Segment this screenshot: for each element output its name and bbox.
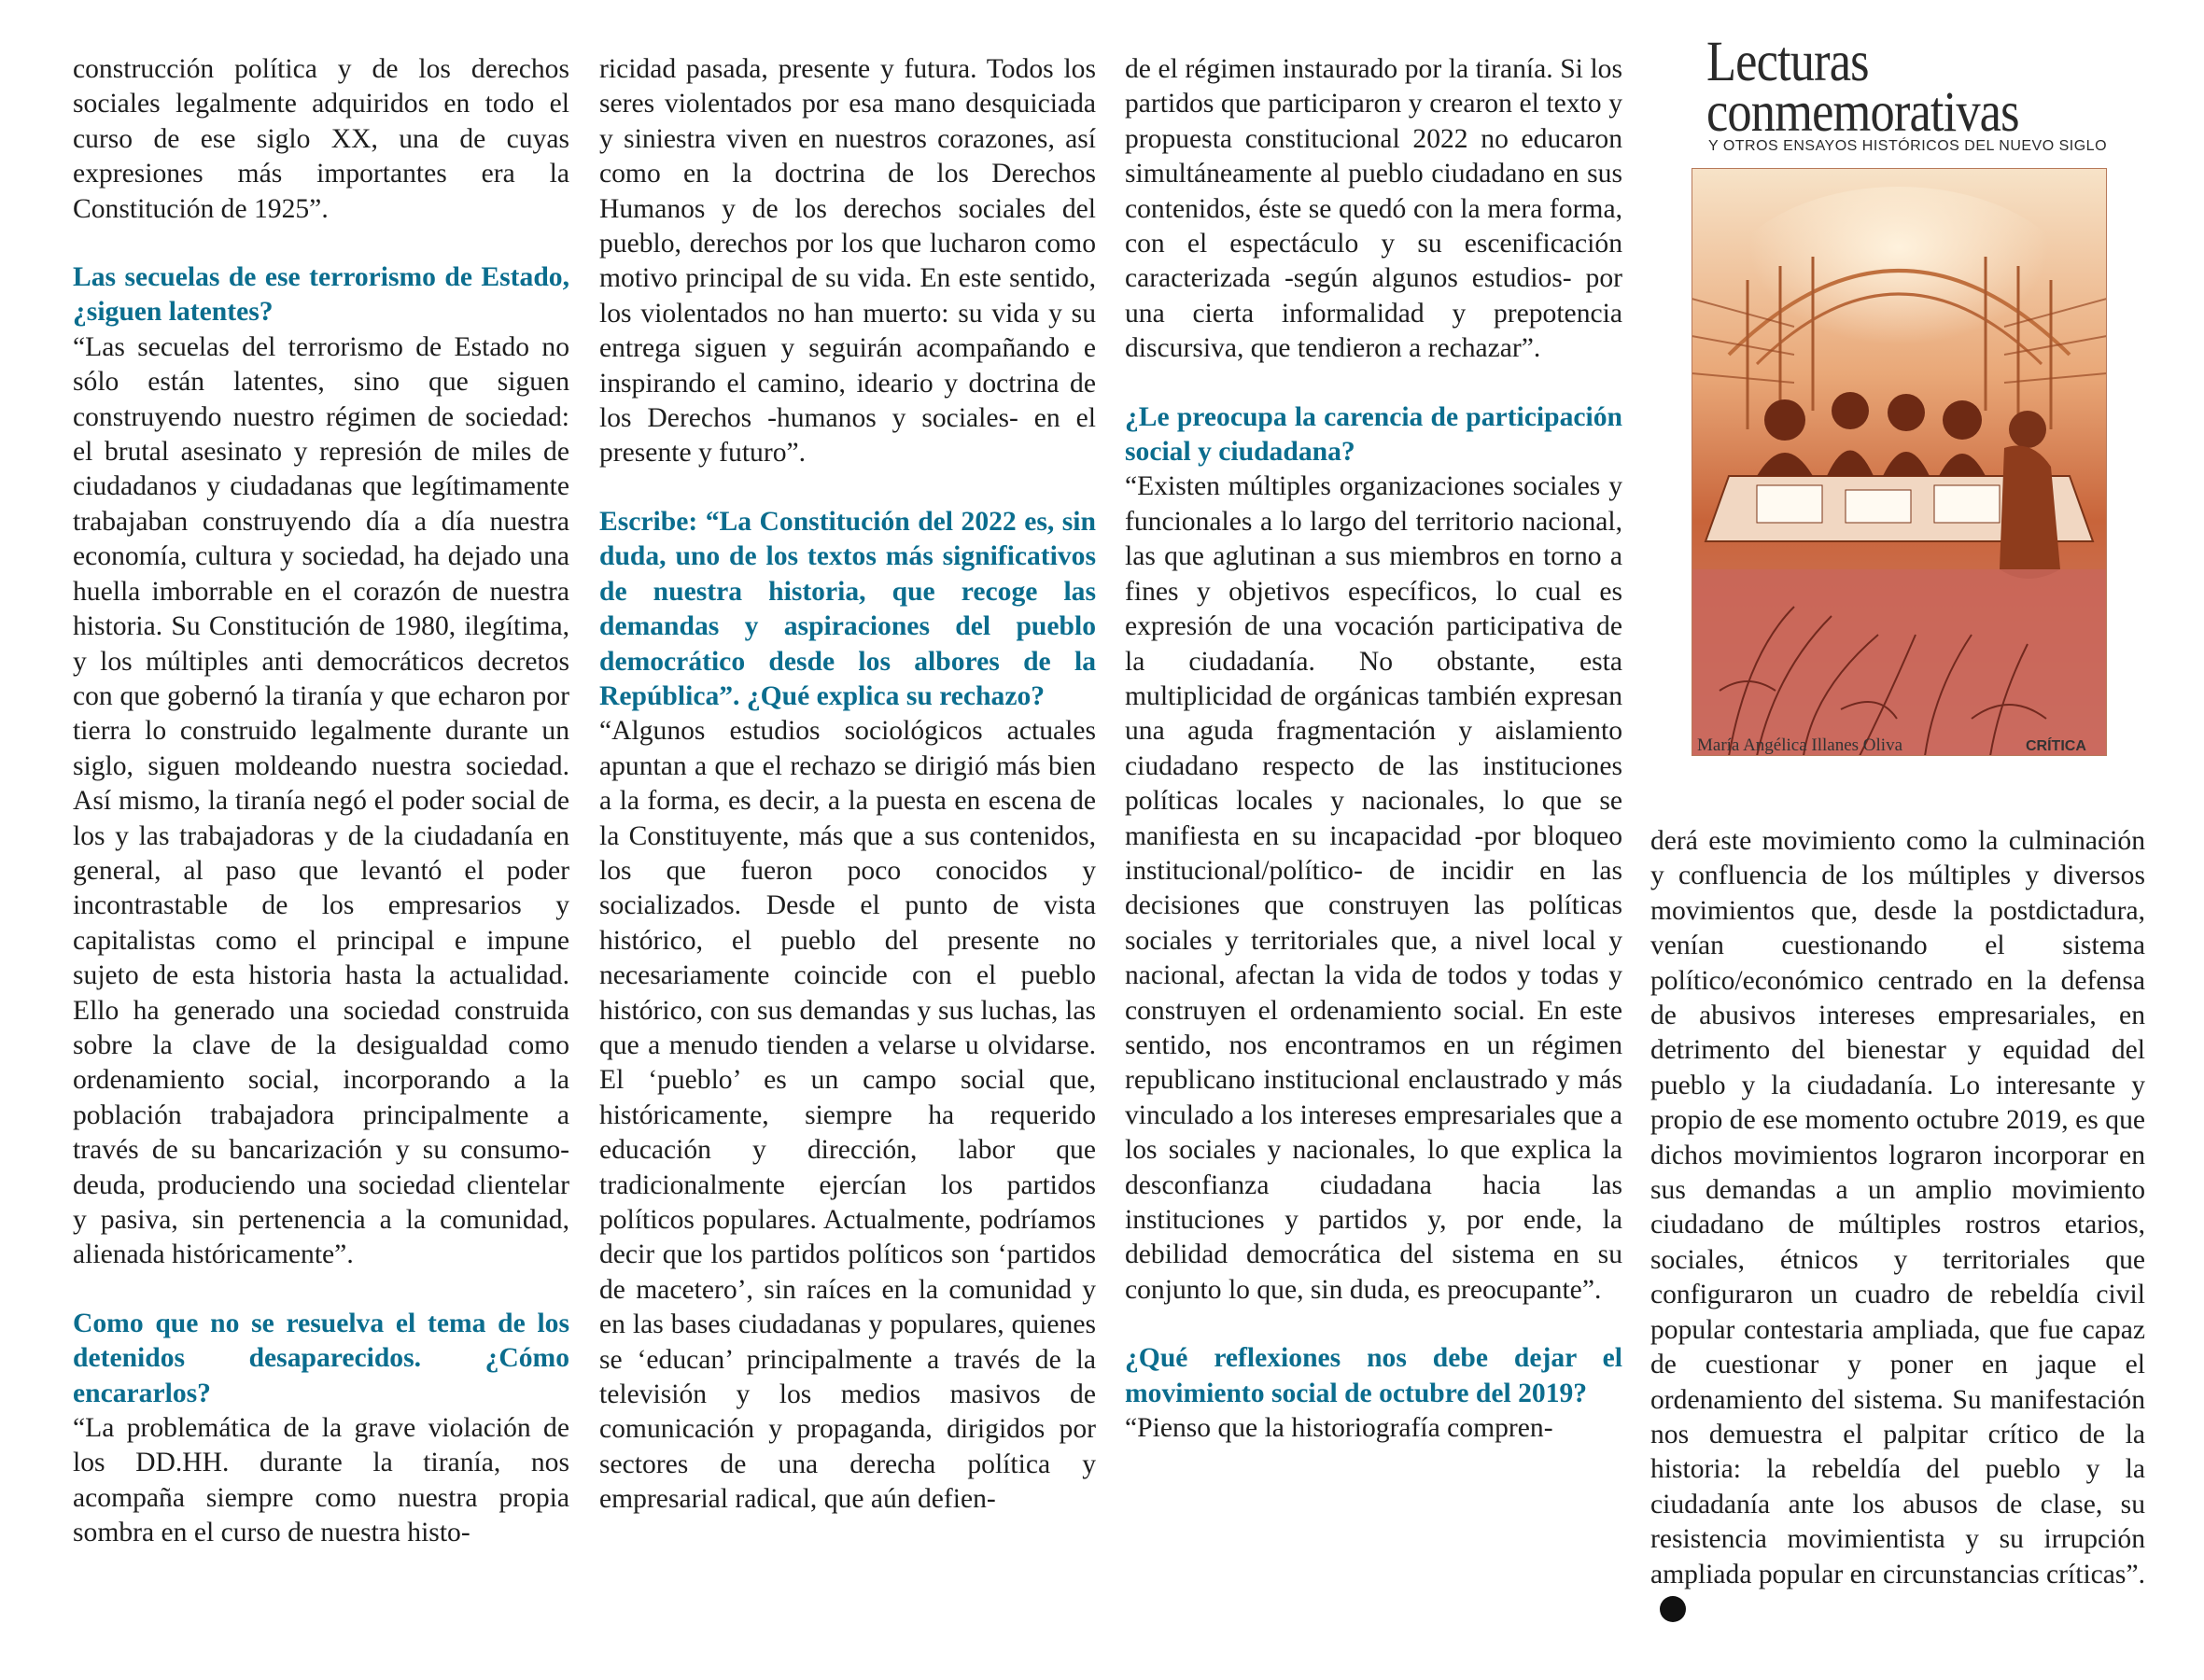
book-cover [1671, 31, 2138, 775]
paragraph: “Pienso que la historiografía compren- [1125, 1413, 1553, 1444]
question-heading: ¿Qué reflexiones nos debe dejar el movimiento social de octubre del 2019? [1125, 1343, 1622, 1408]
book-subtitle: Y OTROS ENSAYOS HISTÓRICOS DEL NUEVO SIGLO [1708, 138, 2108, 154]
paragraph: construcción política y de los derechos sociales legalmente adquiridos en todo el curso de ese siglo XX, una de cuyas expresiones más importantes era la Constitución de 1925”. [73, 54, 569, 224]
article-column-1 [73, 52, 569, 1551]
paragraph: “La problemática de la grave violación de los DD.HH. durante la tiranía, nos acompaña siempre como nuestra propia sombra en el curso de nuestra histo- [73, 1413, 569, 1548]
article-column-3 [1125, 52, 1622, 1446]
paragraph: “Existen múltiples organizaciones sociales y funcionales a lo largo del territorio nacional, las que aglutinan a sus miembros en torno a fines y objetivos específicos, lo cual es expresión de una vocación participativa de la ciudadanía. No obstante, esta multiplicidad de orgánicas también expresan una aguda fragmentación y aislamiento ciudadano respecto de las instituciones políticas locales y nacionales, lo que se manifiesta en su incapacidad -por bloqueo institucional/político- de incidir en las decisiones que construyen las políticas sociales y territoriales que, a nivel local y nacional, afectan la vida de todos y todas y construyen el ordenamiento social. En este sentido, nos encontramos en un régimen republicano institucional enclaustrado y más vinculado a los intereses empresariales que a los sociales y nacionales, lo que explica la desconfianza ciudadana hacia las instituciones y partidos y, por ende, la debilidad democrática del sistema en su conjunto lo que, sin duda, es preocupante”. [1125, 471, 1622, 1305]
article-column-4 [1650, 824, 2145, 1627]
book-author: María Angélica Illanes Oliva [1697, 735, 1903, 755]
book-cover-illustration [1692, 168, 2107, 756]
article-column-2 [599, 52, 1096, 1518]
book-title [1706, 31, 2019, 144]
end-of-article-dot-icon [1660, 1596, 1686, 1622]
paragraph-text: derá este movimiento como la culminación y confluencia de los múltiples y diversos movimientos que, desde la postdictadura, venían cuestionando el sistema político/económico centrado en la defensa de abusivos intereses empresariales, en detrimento del bienestar y equidad del pueblo y la ciudadanía. Lo interesante y propio de ese momento octubre 2019, es que dichos movimientos lograron incorporar en sus demandas a un amplio movimiento ciudadano de múltiples rostros etarios, sociales, étnicos y territoriales que configuraron un cuadro de rebeldía civil popular contestaria ampliada, que fue capaz de cuestionar y poner en jaque el ordenamiento del sistema. Su manifestación nos demuestra el palpitar crítico de la historia: la rebeldía del pueblo y la ciudadanía ante los abusos de clase, su resistencia movimientista y su irrupción ampliada popular en circunstancias críticas”. [1650, 826, 2145, 1589]
question-heading: Como que no se resuelva el tema de los detenidos desaparecidos. ¿Cómo encararlos? [73, 1308, 569, 1408]
paragraph: “Las secuelas del terrorismo de Estado no sólo están latentes, sino que siguen construyendo nuestro régimen de sociedad: el brutal asesinato y represión de miles de ciudadanos y ciudadanas que legítimamente trabajaban construyendo día a día nuestra economía, cultura y sociedad, ha dejado una huella imborrable en el corazón de nuestra historia. Su Constitución de 1980, ilegítima, y los múltiples anti democráticos decretos con que gobernó la tiranía y que echaron por tierra lo construido legalmente durante un siglo, siguen moldeando nuestra sociedad. Así mismo, la tiranía negó el poder social de los y las trabajadoras y de la ciudadanía en general, al paso que levantó el poder incontrastable de los empresarios y capitalistas como el principal e impune sujeto de esta historia hasta la actualidad. Ello ha generado una sociedad construida sobre la clave de la desigualdad como ordenamiento social, incorporando a la población trabajadora principalmente a través de su bancarización y su consumo-deuda, produciendo una sociedad clientelar y pasiva, sin pertenencia a la comunidad, alienada históricamente”. [73, 331, 569, 1270]
book-title-line-2: conmemorativas [1706, 81, 2019, 144]
question-heading: Escribe: “La Constitución del 2022 es, sin duda, uno de los textos más significativos de nuestra historia, que recoge las demandas y aspiraciones del pueblo democrático desde los albores de la República”. ¿Qué explica su rechazo? [599, 506, 1096, 711]
paragraph: “Algunos estudios sociológicos actuales apuntan a que el rechazo se dirigió más bien a la forma, es decir, a la puesta en escena de la Constituyente, más que a sus contenidos, los que fueron poco conocidos y socializados. Desde el punto de vista histórico, el pueblo del presente no necesariamente coincide con el pueblo histórico, con sus demandas y sus luchas, las que a menudo tienden a velarse u olvidarse. El ‘pueblo’ es un campo social que, históricamente, siempre ha requerido educación y dirección, labor que tradicionalmente ejercían los partidos políticos populares. Actualmente, podríamos decir que los partidos políticos son ‘partidos de macetero’, sin raíces en la comunidad y en las bases ciudadanas y populares, quienes se ‘educan’ principalmente a través de la televisión y los medios masivos de comunicación y propaganda, dirigidos por sectores de una derecha política y empresarial radical, que aún defien- [599, 716, 1096, 1515]
book-title-line-1: Lecturas [1706, 31, 1869, 93]
question-heading: Las secuelas de ese terrorismo de Estado, ¿siguen latentes? [73, 262, 569, 328]
paragraph: de el régimen instaurado por la tiranía. Si los partidos que participaron y crearon el texto y propuesta constitucional 2022 no educaron simultáneamente al pueblo ciudadano en sus contenidos, éste se quedó con la mera forma, con el espectáculo y su escenificación caracterizada -según algunos estudios- por una cierta informalidad y prepotencia discursiva, que tendieron a rechazar”. [1125, 54, 1622, 364]
question-heading: ¿Le preocupa la carencia de participación social y ciudadana? [1125, 401, 1622, 468]
paragraph [1650, 824, 2145, 1627]
book-publisher: CRÍTICA [2026, 738, 2086, 754]
paragraph: ricidad pasada, presente y futura. Todos los seres violentados por esa mano desquiciada y siniestra viven en nuestros corazones, así como en la doctrina de los Derechos Humanos y de los derechos sociales del pueblo, derechos por los que lucharon como motivo principal de su vida. En este sentido, los violentados no han muerto: su vida y su entrega siguen y seguirán acompañando e inspirando el camino, ideario y doctrina de los Derechos -humanos y sociales- en el presente y futuro”. [599, 54, 1096, 469]
